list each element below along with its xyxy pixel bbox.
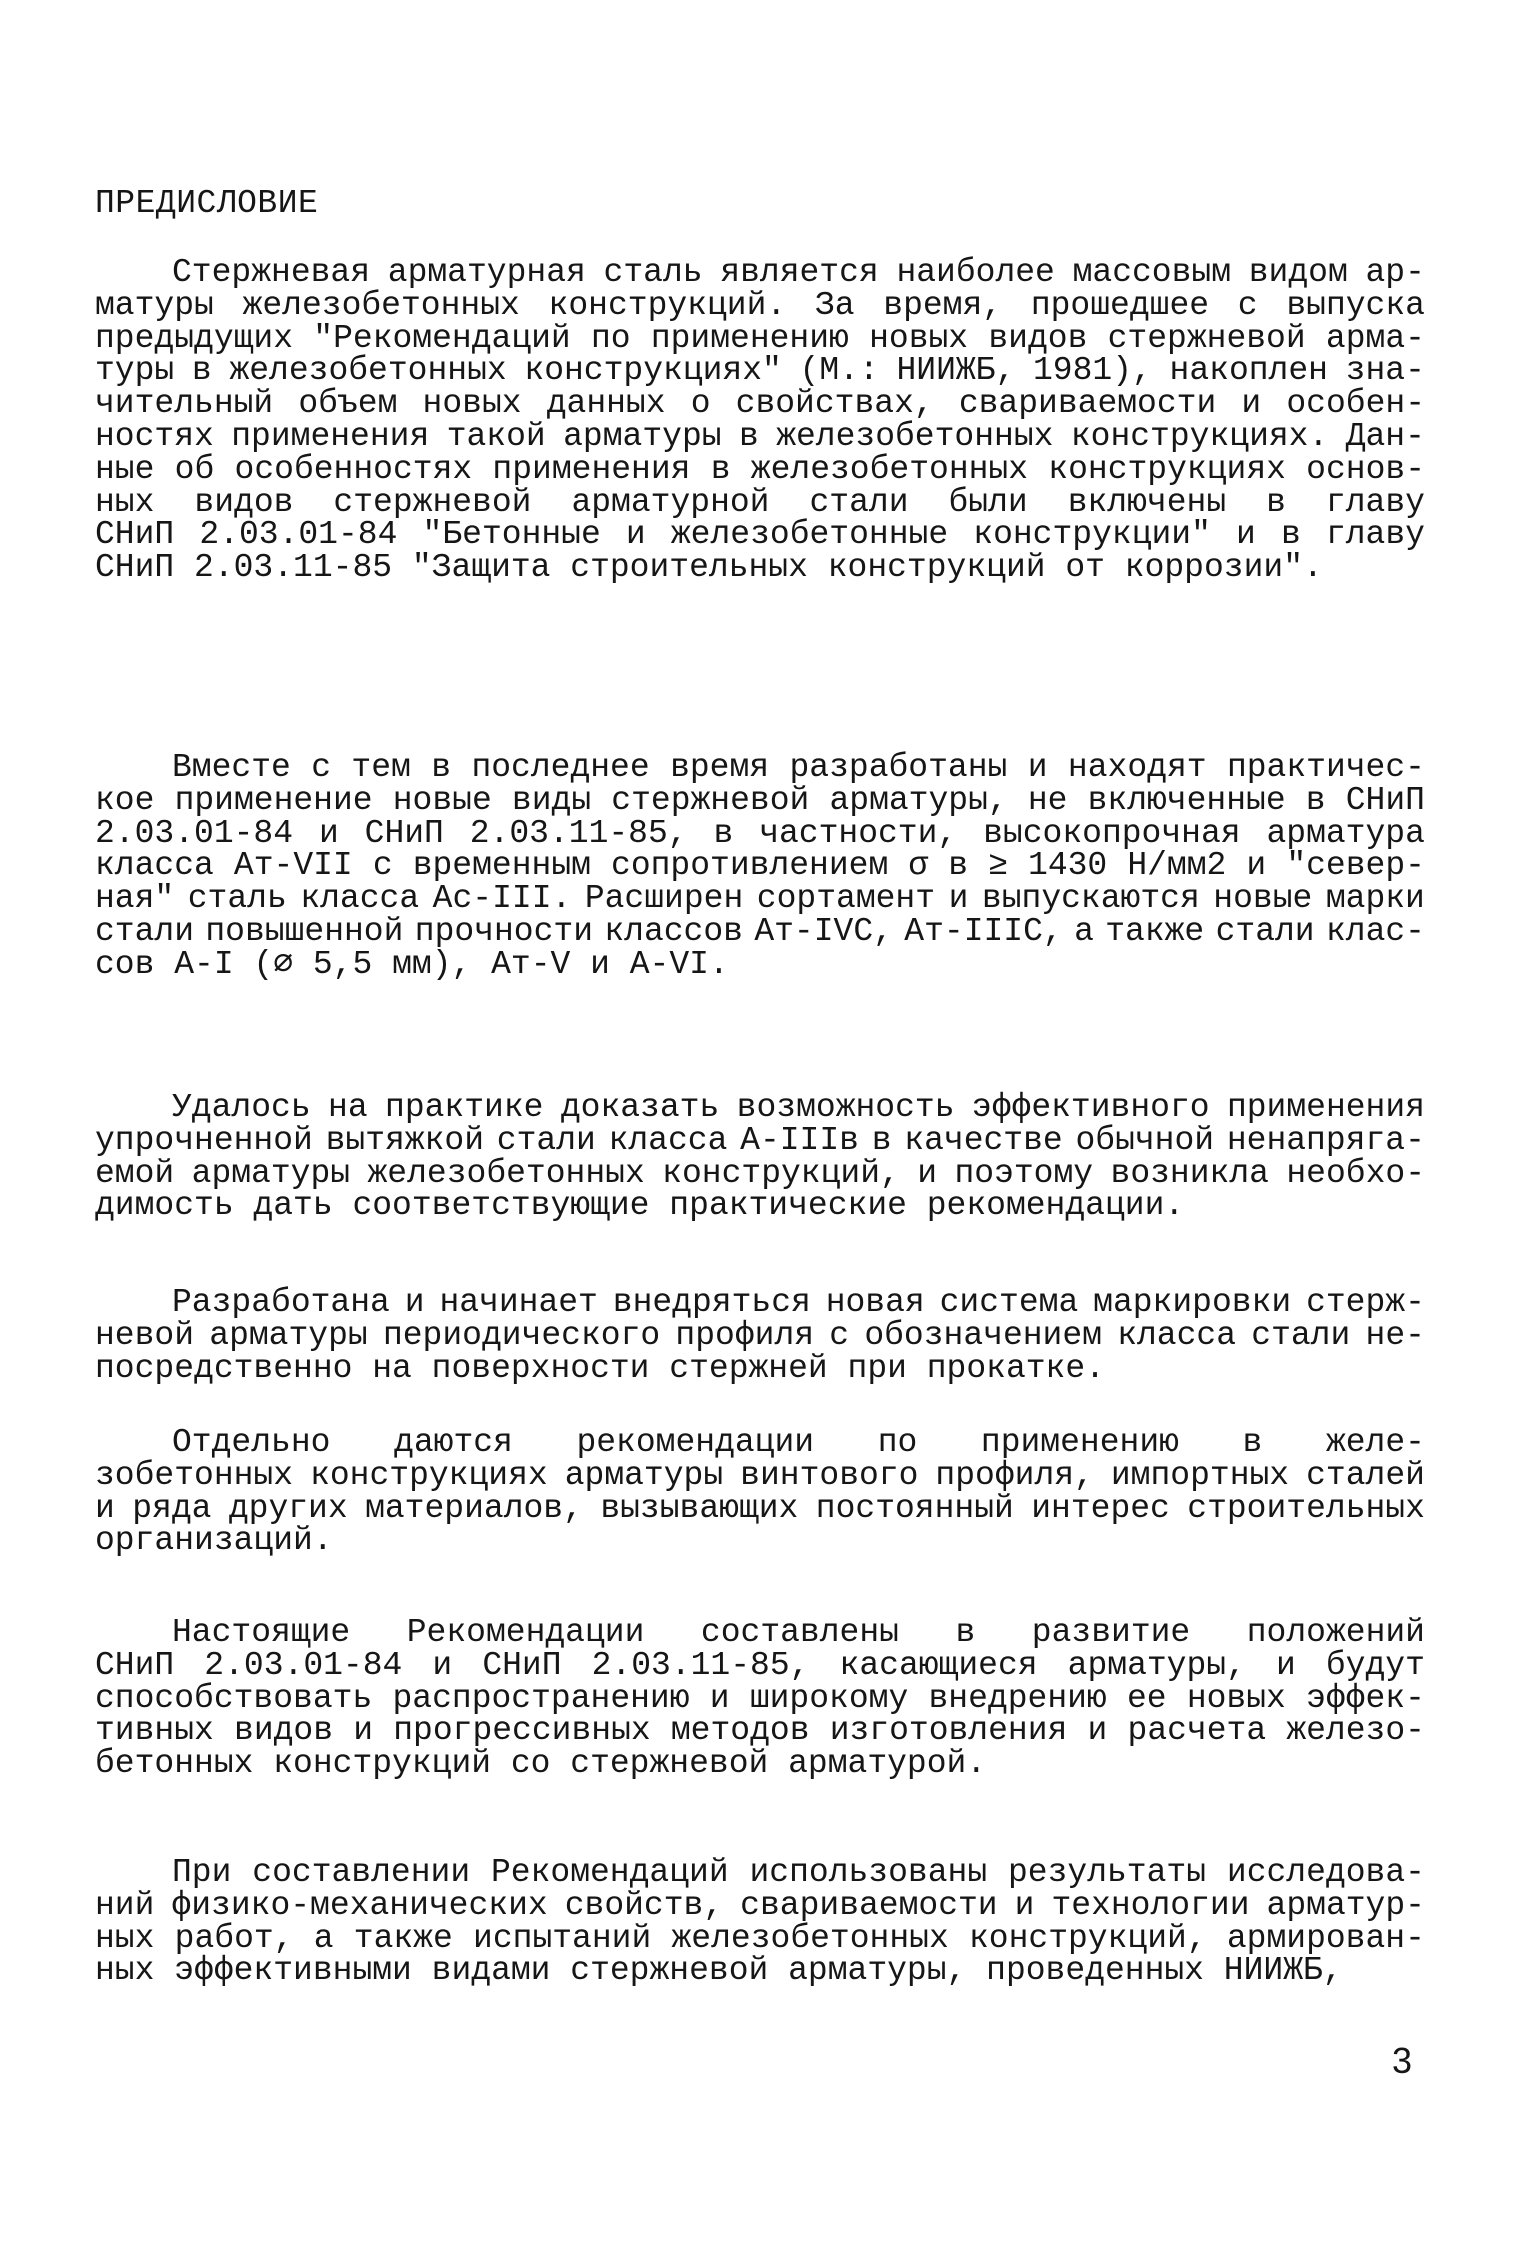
- text-line: ний физико-механических свойств, свариваемости и технологии арматур-: [95, 1886, 1425, 1924]
- text-line: емой арматуры железобетонных конструкций, и поэтому возникла необхо-: [95, 1154, 1425, 1192]
- text-line: Настоящие Рекомендации составлены в развитие положений: [172, 1614, 1425, 1651]
- text-line: ная" сталь класса Ас-III. Расширен сортамент и выпускаются новые марки: [95, 880, 1425, 918]
- text-line: При составлении Рекомендаций использованы результаты исследова-: [172, 1854, 1425, 1891]
- text-line: СНиП 2.03.01-84 и СНиП 2.03.11-85, касающиеся арматуры, и будут: [95, 1646, 1425, 1684]
- text-line: упрочненной вытяжкой стали класса А-IIIв в качестве обычной ненапряга-: [95, 1121, 1425, 1159]
- text-line: СНиП 2.03.01-84 "Бетонные и железобетонные конструкции" и в главу: [95, 516, 1425, 554]
- text-line: бетонных конструкций со стержневой арматурой.: [95, 1745, 987, 1783]
- text-line: СНиП 2.03.11-85 "Защита строительных конструкций от коррозии".: [95, 549, 1323, 587]
- text-line: ных работ, а также испытаний железобетонных конструкций, армирован-: [95, 1919, 1425, 1957]
- text-line: туры в железобетонных конструкциях" (М.: НИИЖБ, 1981), накоплен зна-: [95, 352, 1425, 390]
- text-line: Стержневая арматурная сталь является наиболее массовым видом ар-: [172, 254, 1425, 291]
- text-line: Разработана и начинает внедряться новая система маркировки стерж-: [172, 1284, 1425, 1321]
- text-line: невой арматуры периодического профиля с обозначением класса стали не-: [95, 1316, 1425, 1354]
- text-line: ных эффективными видами стержневой арматуры, проведенных НИИЖБ,: [95, 1952, 1343, 1990]
- text-line: организаций.: [95, 1522, 333, 1560]
- text-line: класса Ат-VII с временным сопротивлением σ в ≥ 1430 Н/мм2 и "север-: [95, 847, 1425, 885]
- text-line: способствовать распространению и широкому внедрению ее новых эффек-: [95, 1679, 1425, 1717]
- text-line: посредственно на поверхности стержней при прокатке.: [95, 1349, 1105, 1387]
- text-line: 2.03.01-84 и СНиП 2.03.11-85, в частности, высокопрочная арматура: [95, 814, 1425, 852]
- text-line: Вместе с тем в последнее время разработаны и находят практичес-: [172, 749, 1425, 786]
- text-line: ностях применения такой арматуры в железобетонных конструкциях. Дан-: [95, 418, 1425, 455]
- text-line: димость дать соответствующие практические рекомендации.: [95, 1187, 1185, 1225]
- text-line: тивных видов и прогрессивных методов изготовления и расчета железо-: [95, 1712, 1425, 1750]
- text-line: ных видов стержневой арматурной стали были включены в главу: [95, 483, 1425, 521]
- text-line: и ряда других материалов, вызывающих постоянный интерес строительных: [95, 1489, 1425, 1527]
- text-line: ные об особенностях применения в железобетонных конструкциях основ-: [95, 450, 1425, 488]
- page-number: 3: [1392, 2040, 1413, 2081]
- text-line: матуры железобетонных конструкций. За время, прошедшее с выпуска: [95, 286, 1425, 324]
- text-line: Удалось на практике доказать возможность эффективного применения: [172, 1089, 1425, 1126]
- text-line: Отдельно даются рекомендации по применению в желе-: [172, 1424, 1425, 1461]
- text-line: предыдущих "Рекомендаций по применению новых видов стержневой арма-: [95, 319, 1425, 357]
- text-line: чительный объем новых данных о свойствах, свариваемости и особен-: [95, 385, 1425, 423]
- page-title: ПРЕДИСЛОВИЕ: [95, 185, 319, 222]
- text-line: кое применение новые виды стержневой арматуры, не включенные в СНиП: [95, 781, 1425, 819]
- text-line: сов А-I (⌀ 5,5 мм), Ат-V и А-VI.: [95, 945, 729, 983]
- text-line: зобетонных конструкциях арматуры винтового профиля, импортных сталей: [95, 1456, 1425, 1494]
- text-line: стали повышенной прочности классов Ат-IVС, Ат-IIIС, а также стали клас-: [95, 913, 1425, 950]
